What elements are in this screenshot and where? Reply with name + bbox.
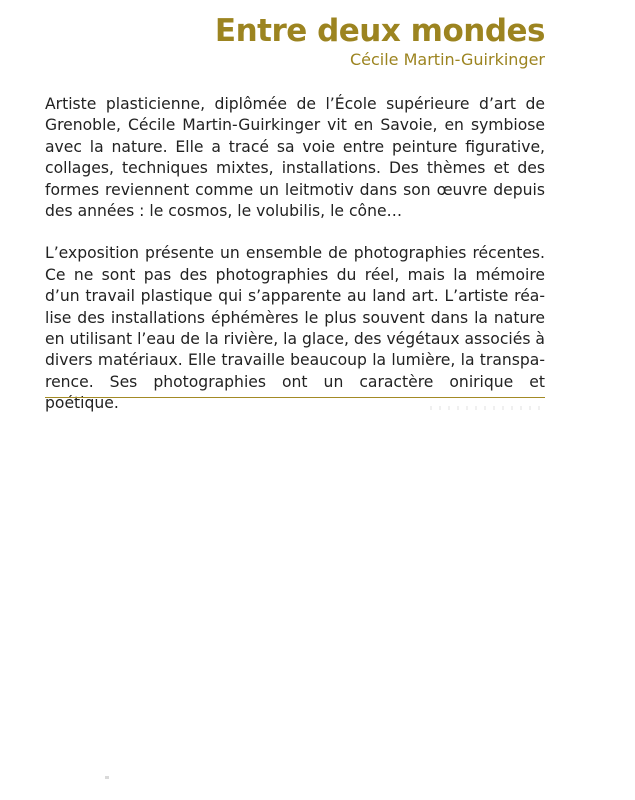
page-title: Entre deux mondes [214,13,545,49]
paragraph-exhibition: L’exposition présente un ensemble de photographies récentes. Ce ne sont pas des photographies du réel, mais la mémoire d’un travail plastique qui s’apparente au land art. L’artiste réalise des installations éphémères le plus souvent dans la nature en utilisant l’eau de la rivière, la glace, des végétaux associés à divers matériaux. Elle travaille beaucoup la lumière, la transparence. Ses photographies ont un caractère onirique et poétique. [45,244,545,413]
header [215,12,545,71]
artist-name: Cécile Martin-Guirkinger [349,50,545,69]
faint-dotted-line [430,406,540,410]
paragraph-intro: Artiste plasticienne, diplômée de l’École supérieure d’art de Grenoble, Cécile Martin-Guirkinger vit en Savoie, en symbiose avec la nature. Elle a tracé sa voie entre peinture figurative, collages, techniques mixtes, installations. Des thèmes et des formes reviennent comme un leitmotiv dans son œuvre depuis des années : le cosmos, le volubilis, le cône… [45,95,545,221]
corner-mark [105,776,109,779]
body-text [45,94,545,415]
divider-rule [45,397,545,398]
